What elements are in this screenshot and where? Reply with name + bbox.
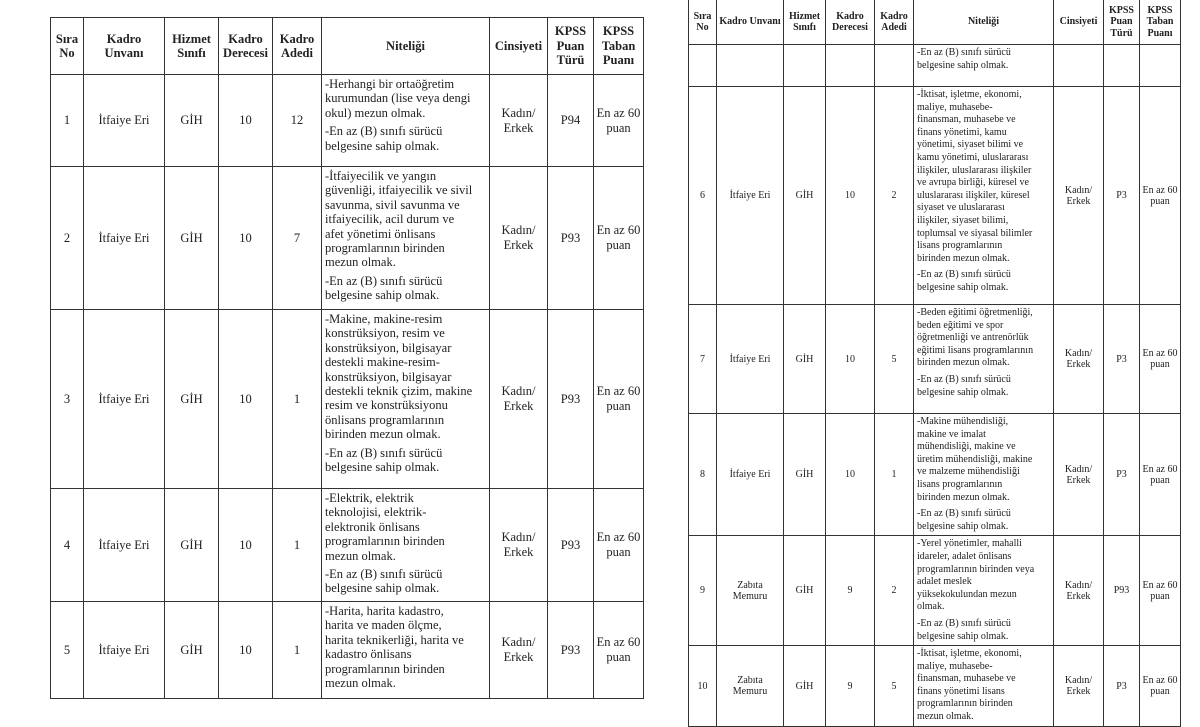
hizmet-sinifi-cell: GİH: [784, 536, 826, 646]
puan-turu-cell: P93: [548, 489, 594, 602]
table-row: [689, 45, 1181, 87]
puan-turu-cell: P3: [1104, 305, 1140, 414]
requirement-line: programlarının birinden veya: [917, 563, 1035, 575]
header-kadro-adedi: Kadro Adedi: [875, 0, 914, 45]
requirement-line: destekli teknik çizim, makine: [325, 384, 473, 399]
kadro-derecesi-cell: [826, 45, 875, 87]
positions-table-left: [50, 17, 644, 699]
taban-puani-cell: En az 60 puan: [594, 167, 644, 310]
requirement-line: belgesine sahip olmak.: [325, 138, 440, 153]
requirement-line: belgesine sahip olmak.: [325, 288, 440, 303]
kadro-unvani-cell: İtfaiye Eri: [717, 305, 784, 414]
kadro-adedi-cell: 2: [875, 536, 914, 646]
requirement-line: belgesine sahip olmak.: [917, 630, 1009, 642]
requirement-paragraph: [325, 604, 486, 690]
niteligi-cell: [914, 414, 1054, 536]
requirement-line: maliye, muhasebe-: [917, 660, 993, 672]
niteligi-cell: [322, 75, 490, 167]
kadro-unvani-cell: İtfaiye Eri: [717, 87, 784, 305]
niteligi-cell: [322, 602, 490, 699]
requirement-line: -En az (B) sınıfı sürücü: [917, 47, 1011, 58]
header-kpss-taban-puani: KPSS Taban Puanı: [594, 18, 644, 75]
requirement-line: -Yerel yönetimler, mahalli: [917, 538, 1022, 550]
requirement-paragraph: [917, 374, 1050, 399]
sira-no-cell: 5: [51, 602, 84, 699]
sira-no-cell: 1: [51, 75, 84, 167]
requirement-line: finans yönetimi, kamu: [917, 126, 1007, 138]
requirement-paragraph: [325, 491, 486, 563]
puan-turu-cell: P93: [548, 310, 594, 489]
niteligi-cell: [914, 305, 1054, 414]
requirement-line: -İktisat, işletme, ekonomi,: [917, 89, 1022, 100]
requirement-paragraph: [325, 169, 486, 270]
requirement-line: mezun olmak.: [917, 711, 974, 723]
kadro-adedi-cell: 5: [875, 646, 914, 727]
requirement-line: -Elektrik, elektrik: [325, 491, 414, 505]
requirement-line: beden eğitimi ve spor: [917, 319, 1004, 331]
requirement-paragraph: [917, 307, 1050, 370]
requirement-line: makine ve imalat: [917, 428, 986, 440]
requirement-line: savunma, sivil savunma ve: [325, 197, 460, 212]
hizmet-sinifi-cell: GİH: [165, 489, 219, 602]
header-kadro-derecesi: Kadro Derecesi: [826, 0, 875, 45]
requirement-line: belgesine sahip olmak.: [325, 460, 440, 475]
requirement-paragraph: [917, 508, 1050, 533]
requirement-line: mezun olmak.: [325, 676, 396, 691]
header-kadro-derecesi: Kadro Derecesi: [219, 18, 273, 75]
kadro-adedi-cell: 7: [273, 167, 322, 310]
requirement-paragraph: [325, 124, 486, 153]
hizmet-sinifi-cell: GİH: [784, 646, 826, 727]
cinsiyeti-cell: [1054, 45, 1104, 87]
sira-no-cell: 10: [689, 646, 717, 727]
requirement-line: belgesine sahip olmak.: [325, 581, 440, 596]
requirement-line: programlarının birinden: [917, 698, 1013, 710]
sira-no-cell: 9: [689, 536, 717, 646]
requirement-paragraph: [325, 567, 486, 596]
requirement-line: -Makine mühendisliği,: [917, 416, 1009, 427]
hizmet-sinifi-cell: GİH: [784, 305, 826, 414]
kadro-adedi-cell: 1: [273, 310, 322, 489]
requirement-line: -Harita, harita kadastro,: [325, 604, 444, 618]
taban-puani-cell: En az 60 puan: [594, 602, 644, 699]
requirement-paragraph: [917, 618, 1050, 643]
cinsiyeti-cell: Kadın/ Erkek: [1054, 305, 1104, 414]
sira-no-cell: 2: [51, 167, 84, 310]
requirement-line: birinden mezun olmak.: [917, 252, 1010, 264]
taban-puani-cell: En az 60 puan: [594, 489, 644, 602]
requirement-line: belgesine sahip olmak.: [917, 386, 1009, 398]
sira-no-cell: [689, 45, 717, 87]
header-kadro-unvani: Kadro Unvanı: [717, 0, 784, 45]
requirement-line: eğitimi lisans programlarının: [917, 344, 1034, 356]
hizmet-sinifi-cell: GİH: [165, 75, 219, 167]
requirement-line: afet yönetimi önlisans: [325, 226, 436, 241]
niteligi-cell: [914, 45, 1054, 87]
requirement-line: okul) mezun olmak.: [325, 105, 426, 120]
requirement-line: kurumundan (lise veya dengi: [325, 91, 471, 106]
requirement-line: lisans programlarının: [917, 240, 1003, 252]
requirement-line: mezun olmak.: [325, 255, 396, 270]
requirement-line: programlarının birinden: [325, 241, 445, 256]
requirement-line: olmak.: [917, 601, 945, 613]
requirement-line: güvenliği, itfaiyecilik ve sivil: [325, 183, 473, 198]
puan-turu-cell: [1104, 45, 1140, 87]
requirement-line: -Herhangi bir ortaöğretim: [325, 77, 455, 91]
kadro-unvani-cell: İtfaiye Eri: [84, 310, 165, 489]
requirement-line: öğretmenliği ve antrenörlük: [917, 332, 1029, 344]
taban-puani-cell: En az 60 puan: [1140, 87, 1181, 305]
requirement-line: -İktisat, işletme, ekonomi,: [917, 648, 1022, 660]
hizmet-sinifi-cell: [784, 45, 826, 87]
taban-puani-cell: En az 60 puan: [1140, 646, 1181, 727]
kadro-adedi-cell: 2: [875, 87, 914, 305]
requirement-line: destekli makine-resim-: [325, 355, 440, 370]
requirement-line: toplumsal ve siyasal bilimler: [917, 227, 1033, 239]
kadro-derecesi-cell: 10: [826, 305, 875, 414]
requirement-line: -Beden eğitimi öğretmenliği,: [917, 307, 1033, 318]
requirement-paragraph: [917, 538, 1050, 614]
kadro-unvani-cell: [717, 45, 784, 87]
header-niteligi: Niteliği: [914, 0, 1054, 45]
kadro-unvani-cell: Zabıta Memuru: [717, 646, 784, 727]
requirement-line: -En az (B) sınıfı sürücü: [325, 445, 443, 460]
requirement-line: harita teknikerliği, harita ve: [325, 632, 464, 647]
requirement-line: önlisans programlarının: [325, 412, 445, 427]
kadro-derecesi-cell: 10: [219, 167, 273, 310]
header-row: [51, 18, 644, 75]
puan-turu-cell: P93: [1104, 536, 1140, 646]
requirement-paragraph: [325, 446, 486, 475]
positions-table-right: [688, 0, 1181, 727]
kadro-adedi-cell: 5: [875, 305, 914, 414]
puan-turu-cell: P3: [1104, 87, 1140, 305]
header-niteligi: Niteliği: [322, 18, 490, 75]
table-row: [51, 75, 644, 167]
kadro-unvani-cell: İtfaiye Eri: [84, 167, 165, 310]
requirement-line: üretim mühendisliği, makine: [917, 453, 1033, 465]
table-row: [51, 489, 644, 602]
niteligi-cell: [914, 646, 1054, 727]
requirement-line: birinden mezun olmak.: [917, 491, 1010, 503]
taban-puani-cell: En az 60 puan: [594, 310, 644, 489]
hizmet-sinifi-cell: GİH: [165, 167, 219, 310]
header-sira-no: Sıra No: [689, 0, 717, 45]
requirement-line: yönetimi, siyaset bilimi ve: [917, 139, 1024, 151]
header-row: [689, 0, 1181, 45]
hizmet-sinifi-cell: GİH: [165, 310, 219, 489]
hizmet-sinifi-cell: GİH: [784, 414, 826, 536]
requirement-line: -En az (B) sınıfı sürücü: [325, 567, 443, 582]
requirement-line: konstrüksiyon, bilgisayar: [325, 340, 452, 355]
kadro-unvani-cell: Zabıta Memuru: [717, 536, 784, 646]
header-kpss-puan-turu: KPSS Puan Türü: [1104, 0, 1140, 45]
requirement-line: konstrüksiyon, bilgisayar: [325, 369, 452, 384]
requirement-line: harita ve maden ölçme,: [325, 618, 442, 633]
requirement-line: mezun olmak.: [325, 548, 396, 563]
kadro-derecesi-cell: 10: [219, 489, 273, 602]
puan-turu-cell: P93: [548, 602, 594, 699]
puan-turu-cell: P3: [1104, 414, 1140, 536]
header-kadro-unvani: Kadro Unvanı: [84, 18, 165, 75]
taban-puani-cell: En az 60 puan: [1140, 305, 1181, 414]
requirement-line: lisans programlarının: [917, 478, 1003, 490]
requirement-line: idareler, adalet önlisans: [917, 550, 1012, 562]
header-cinsiyeti: Cinsiyeti: [1054, 0, 1104, 45]
requirement-line: birinden mezun olmak.: [325, 427, 441, 442]
table-row: [51, 167, 644, 310]
niteligi-cell: [914, 87, 1054, 305]
requirement-line: kamu yönetimi, uluslararası: [917, 151, 1029, 163]
requirement-line: ilişkiler, siyaset bilimi,: [917, 214, 1009, 226]
kadro-derecesi-cell: 10: [219, 602, 273, 699]
taban-puani-cell: En az 60 puan: [594, 75, 644, 167]
header-hizmet-sinifi: Hizmet Sınıfı: [165, 18, 219, 75]
requirement-line: -İtfaiyecilik ve yangın: [325, 169, 437, 183]
requirement-line: yüksekokulundan mezun: [917, 588, 1017, 600]
kadro-adedi-cell: [875, 45, 914, 87]
sira-no-cell: 6: [689, 87, 717, 305]
requirement-paragraph: [917, 89, 1050, 265]
kadro-unvani-cell: İtfaiye Eri: [717, 414, 784, 536]
niteligi-cell: [322, 167, 490, 310]
table-row: [689, 305, 1181, 414]
hizmet-sinifi-cell: GİH: [165, 602, 219, 699]
niteligi-cell: [322, 310, 490, 489]
cinsiyeti-cell: Kadın/ Erkek: [1054, 536, 1104, 646]
requirement-line: finansman, muhasebe ve: [917, 114, 1016, 126]
taban-puani-cell: En az 60 puan: [1140, 414, 1181, 536]
requirement-paragraph: [917, 47, 1050, 72]
cinsiyeti-cell: Kadın/ Erkek: [490, 310, 548, 489]
header-cinsiyeti: Cinsiyeti: [490, 18, 548, 75]
requirement-line: ve avrupa birliği, küresel ve: [917, 177, 1029, 189]
header-kpss-puan-turu: KPSS Puan Türü: [548, 18, 594, 75]
kadro-unvani-cell: İtfaiye Eri: [84, 489, 165, 602]
requirement-line: elektronik önlisans: [325, 519, 420, 534]
header-kpss-taban-puani: KPSS Taban Puanı: [1140, 0, 1181, 45]
cinsiyeti-cell: Kadın/ Erkek: [490, 167, 548, 310]
requirement-line: -En az (B) sınıfı sürücü: [325, 124, 443, 139]
niteligi-cell: [914, 536, 1054, 646]
requirement-line: programlarının birinden: [325, 661, 445, 676]
sira-no-cell: 7: [689, 305, 717, 414]
requirement-line: programlarının birinden: [325, 534, 445, 549]
cinsiyeti-cell: Kadın/ Erkek: [490, 602, 548, 699]
requirement-paragraph: [325, 274, 486, 303]
kadro-adedi-cell: 1: [273, 489, 322, 602]
requirement-line: -En az (B) sınıfı sürücü: [325, 273, 443, 288]
kadro-derecesi-cell: 9: [826, 536, 875, 646]
kadro-unvani-cell: İtfaiye Eri: [84, 602, 165, 699]
puan-turu-cell: P93: [548, 167, 594, 310]
table-row: [689, 646, 1181, 727]
puan-turu-cell: P94: [548, 75, 594, 167]
header-sira-no: Sıra No: [51, 18, 84, 75]
kadro-adedi-cell: 1: [273, 602, 322, 699]
sira-no-cell: 3: [51, 310, 84, 489]
requirement-line: maliye, muhasebe-: [917, 101, 993, 113]
taban-puani-cell: [1140, 45, 1181, 87]
header-kadro-adedi: Kadro Adedi: [273, 18, 322, 75]
sira-no-cell: 4: [51, 489, 84, 602]
requirement-line: ilişkiler, uluslararası ilişkiler: [917, 164, 1032, 176]
kadro-derecesi-cell: 10: [219, 310, 273, 489]
requirement-paragraph: [325, 77, 486, 120]
requirement-paragraph: [917, 269, 1050, 294]
requirement-line: -En az (B) sınıfı sürücü: [917, 269, 1011, 281]
taban-puani-cell: En az 60 puan: [1140, 536, 1181, 646]
requirement-line: finans yönetimi lisans: [917, 685, 1005, 697]
table-row: [689, 414, 1181, 536]
cinsiyeti-cell: Kadın/ Erkek: [490, 489, 548, 602]
cinsiyeti-cell: Kadın/ Erkek: [1054, 87, 1104, 305]
requirement-line: -En az (B) sınıfı sürücü: [917, 373, 1011, 385]
requirement-line: kadastro önlisans: [325, 647, 412, 662]
kadro-adedi-cell: 12: [273, 75, 322, 167]
requirement-line: teknolojisi, elektrik-: [325, 505, 427, 520]
kadro-adedi-cell: 1: [875, 414, 914, 536]
requirement-line: belgesine sahip olmak.: [917, 520, 1009, 532]
cinsiyeti-cell: Kadın/ Erkek: [1054, 646, 1104, 727]
puan-turu-cell: P3: [1104, 646, 1140, 727]
header-hizmet-sinifi: Hizmet Sınıfı: [784, 0, 826, 45]
requirement-line: itfaiyecilik, acil durum ve: [325, 212, 455, 227]
kadro-derecesi-cell: 10: [826, 87, 875, 305]
requirement-paragraph: [325, 312, 486, 442]
requirement-line: konstrüksiyon, resim ve: [325, 326, 445, 341]
table-row: [689, 536, 1181, 646]
requirement-line: resim ve konstrüksiyonu: [325, 398, 448, 413]
niteligi-cell: [322, 489, 490, 602]
requirement-line: finansman, muhasebe ve: [917, 673, 1016, 685]
cinsiyeti-cell: Kadın/ Erkek: [490, 75, 548, 167]
requirement-line: birinden mezun olmak.: [917, 357, 1010, 369]
kadro-derecesi-cell: 10: [826, 414, 875, 536]
requirement-paragraph: [917, 416, 1050, 504]
requirement-line: belgesine sahip olmak.: [917, 281, 1009, 293]
requirement-line: mühendisliği, makine ve: [917, 441, 1016, 453]
sira-no-cell: 8: [689, 414, 717, 536]
requirement-line: adalet meslek: [917, 576, 972, 588]
table-row: [51, 310, 644, 489]
requirement-line: siyaset ve uluslararası: [917, 202, 1005, 214]
kadro-derecesi-cell: 9: [826, 646, 875, 727]
requirement-line: -En az (B) sınıfı sürücü: [917, 508, 1011, 520]
requirement-line: -Makine, makine-resim: [325, 312, 443, 326]
requirement-line: -En az (B) sınıfı sürücü: [917, 617, 1011, 629]
kadro-derecesi-cell: 10: [219, 75, 273, 167]
requirement-line: uluslararası ilişkiler, küresel: [917, 189, 1030, 201]
table-row: [689, 87, 1181, 305]
kadro-unvani-cell: İtfaiye Eri: [84, 75, 165, 167]
table-row: [51, 602, 644, 699]
requirement-line: belgesine sahip olmak.: [917, 59, 1009, 71]
requirement-line: ve malzeme mühendisliği: [917, 466, 1020, 478]
hizmet-sinifi-cell: GİH: [784, 87, 826, 305]
requirement-paragraph: [917, 648, 1050, 724]
cinsiyeti-cell: Kadın/ Erkek: [1054, 414, 1104, 536]
